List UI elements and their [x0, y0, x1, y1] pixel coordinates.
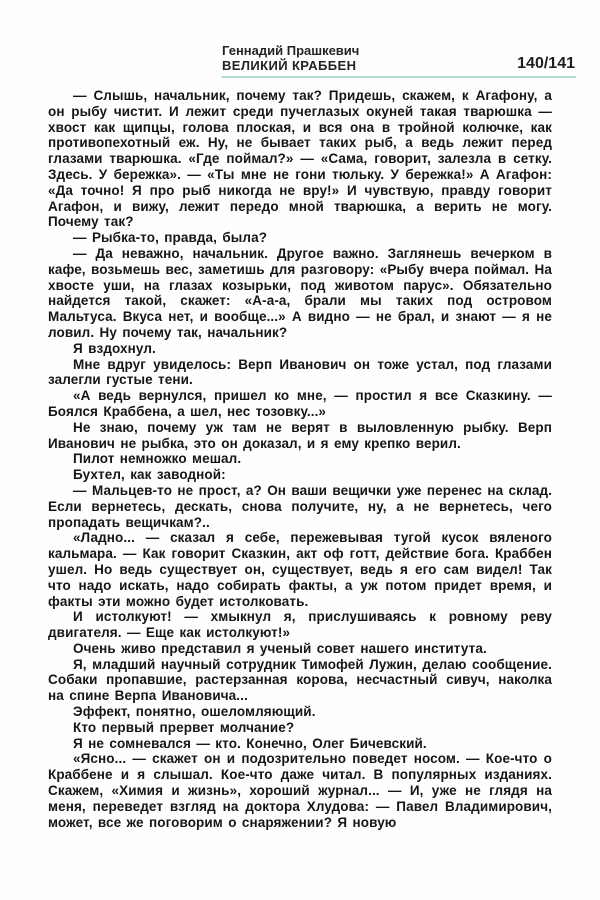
paragraph: Очень живо представил я ученый совет нашего института. [73, 640, 487, 656]
page-number-indicator: 140/141 [517, 55, 575, 72]
header-author: Геннадий Прашкевич [222, 43, 360, 58]
paragraph: «Ясно... — скажет он и подозрительно поведет носом. — Кое-что о Краббене и я слышал. Кое-что даже читал. В популярных изданиях. Скажем, «Химия и жизнь», хороший журнал... — И, уже не глядя на меня, переведет взгляд на доктора Хлудова: — Павел Владимирович, может, все же поговорим о снаряжении? Я новую [48, 751, 552, 830]
paragraph: Кто первый прервет молчание? [73, 719, 295, 735]
paragraph: Бухтел, как заводной: [73, 467, 226, 483]
paragraph: Эффект, понятно, ошеломляющий. [73, 704, 316, 720]
paragraph: Я вздохнул. [73, 340, 156, 356]
paragraph: — Мальцев-то не прост, а? Он ваши вещички уже перенес на склад. Если вернетесь, дескать, снова получите, ну, а не вернетесь, чего пропадать вещичкам?.. [48, 482, 552, 530]
paragraph: — Слышь, начальник, почему так? Придешь, скажем, к Агафону, а он рыбу чистит. И лежит среди пучеглазых окуней такая тварюшка — хвост как щипцы, голова плоская, и вся она в тройной колючке, как противопехотный еж. Ну, не бывает таких рыб, а ведь лежит перед глазами тварюшка. «Где поймал?» — «Сама, говорит, залезла в сетку. Здесь. У бережка». — «Ты мне не гони тюльку. У бережка!» А Агафон: «Да точно! Я про рыб никогда не вру!» И чувствую, правду говорит Агафон, и вижу, лежит передо мной тварюшка, а верить не могу. Почему так? [48, 88, 552, 230]
page-body-text [48, 88, 552, 830]
header-book-title: ВЕЛИКИЙ КРАББЕН [222, 58, 357, 73]
header-divider-rule [221, 76, 576, 78]
paragraph: Мне вдруг увиделось: Верп Иванович он тоже устал, под глазами залегли густые тени. [48, 356, 552, 388]
paragraph: — Да неважно, начальник. Другое важно. Заглянешь вечерком в кафе, возьмешь вес, заметишь для разговору: «Рыбу вчера поймал. На хвосте уши, на глазах козырьки, под животом парус». Обязательно найдется такой, скажет: «А-а-а, брали мы таких под островом Мальтуса. Вкуса нет, и вообще...» А видно — не брал, и знают — я не ловил. Ну почему так, начальник? [48, 245, 552, 340]
paragraph: Пилот немножко мешал. [73, 451, 242, 467]
paragraph: «Ладно... — сказал я себе, пережевывая тугой кусок вяленого кальмара. — Как говорит Сказкин, акт оф готт, действие бога. Краббен ушел. Но ведь существует он, существует, ведь я его сам видел! Так что надо искать, надо собирать факты, а уж потом придет время, и факты эти можно будет истолковать. [48, 530, 552, 609]
paragraph: И истолкуют! — хмыкнул я, прислушиваясь к ровному реву двигателя. — Еще как истолкуют!» [48, 609, 552, 641]
paragraph: — Рыбка-то, правда, была? [73, 230, 268, 246]
paragraph: Я не сомневался — кто. Конечно, Олег Бичевский. [73, 735, 427, 751]
paragraph: «А ведь вернулся, пришел ко мне, — простил я все Сказкину. — Боялся Краббена, а шел, нес тозовку...» [48, 388, 552, 419]
paragraph: Я, младший научный сотрудник Тимофей Лужин, делаю сообщение. Собаки пропавшие, растерзанная корова, несчастный сивуч, наколка на спине Верпа Ивановича... [48, 656, 552, 704]
paragraph: Не знаю, почему уж там не верят в выловленную рыбку. Верп Иванович не рыбка, это он доказал, и я ему крепко верил. [48, 419, 552, 451]
